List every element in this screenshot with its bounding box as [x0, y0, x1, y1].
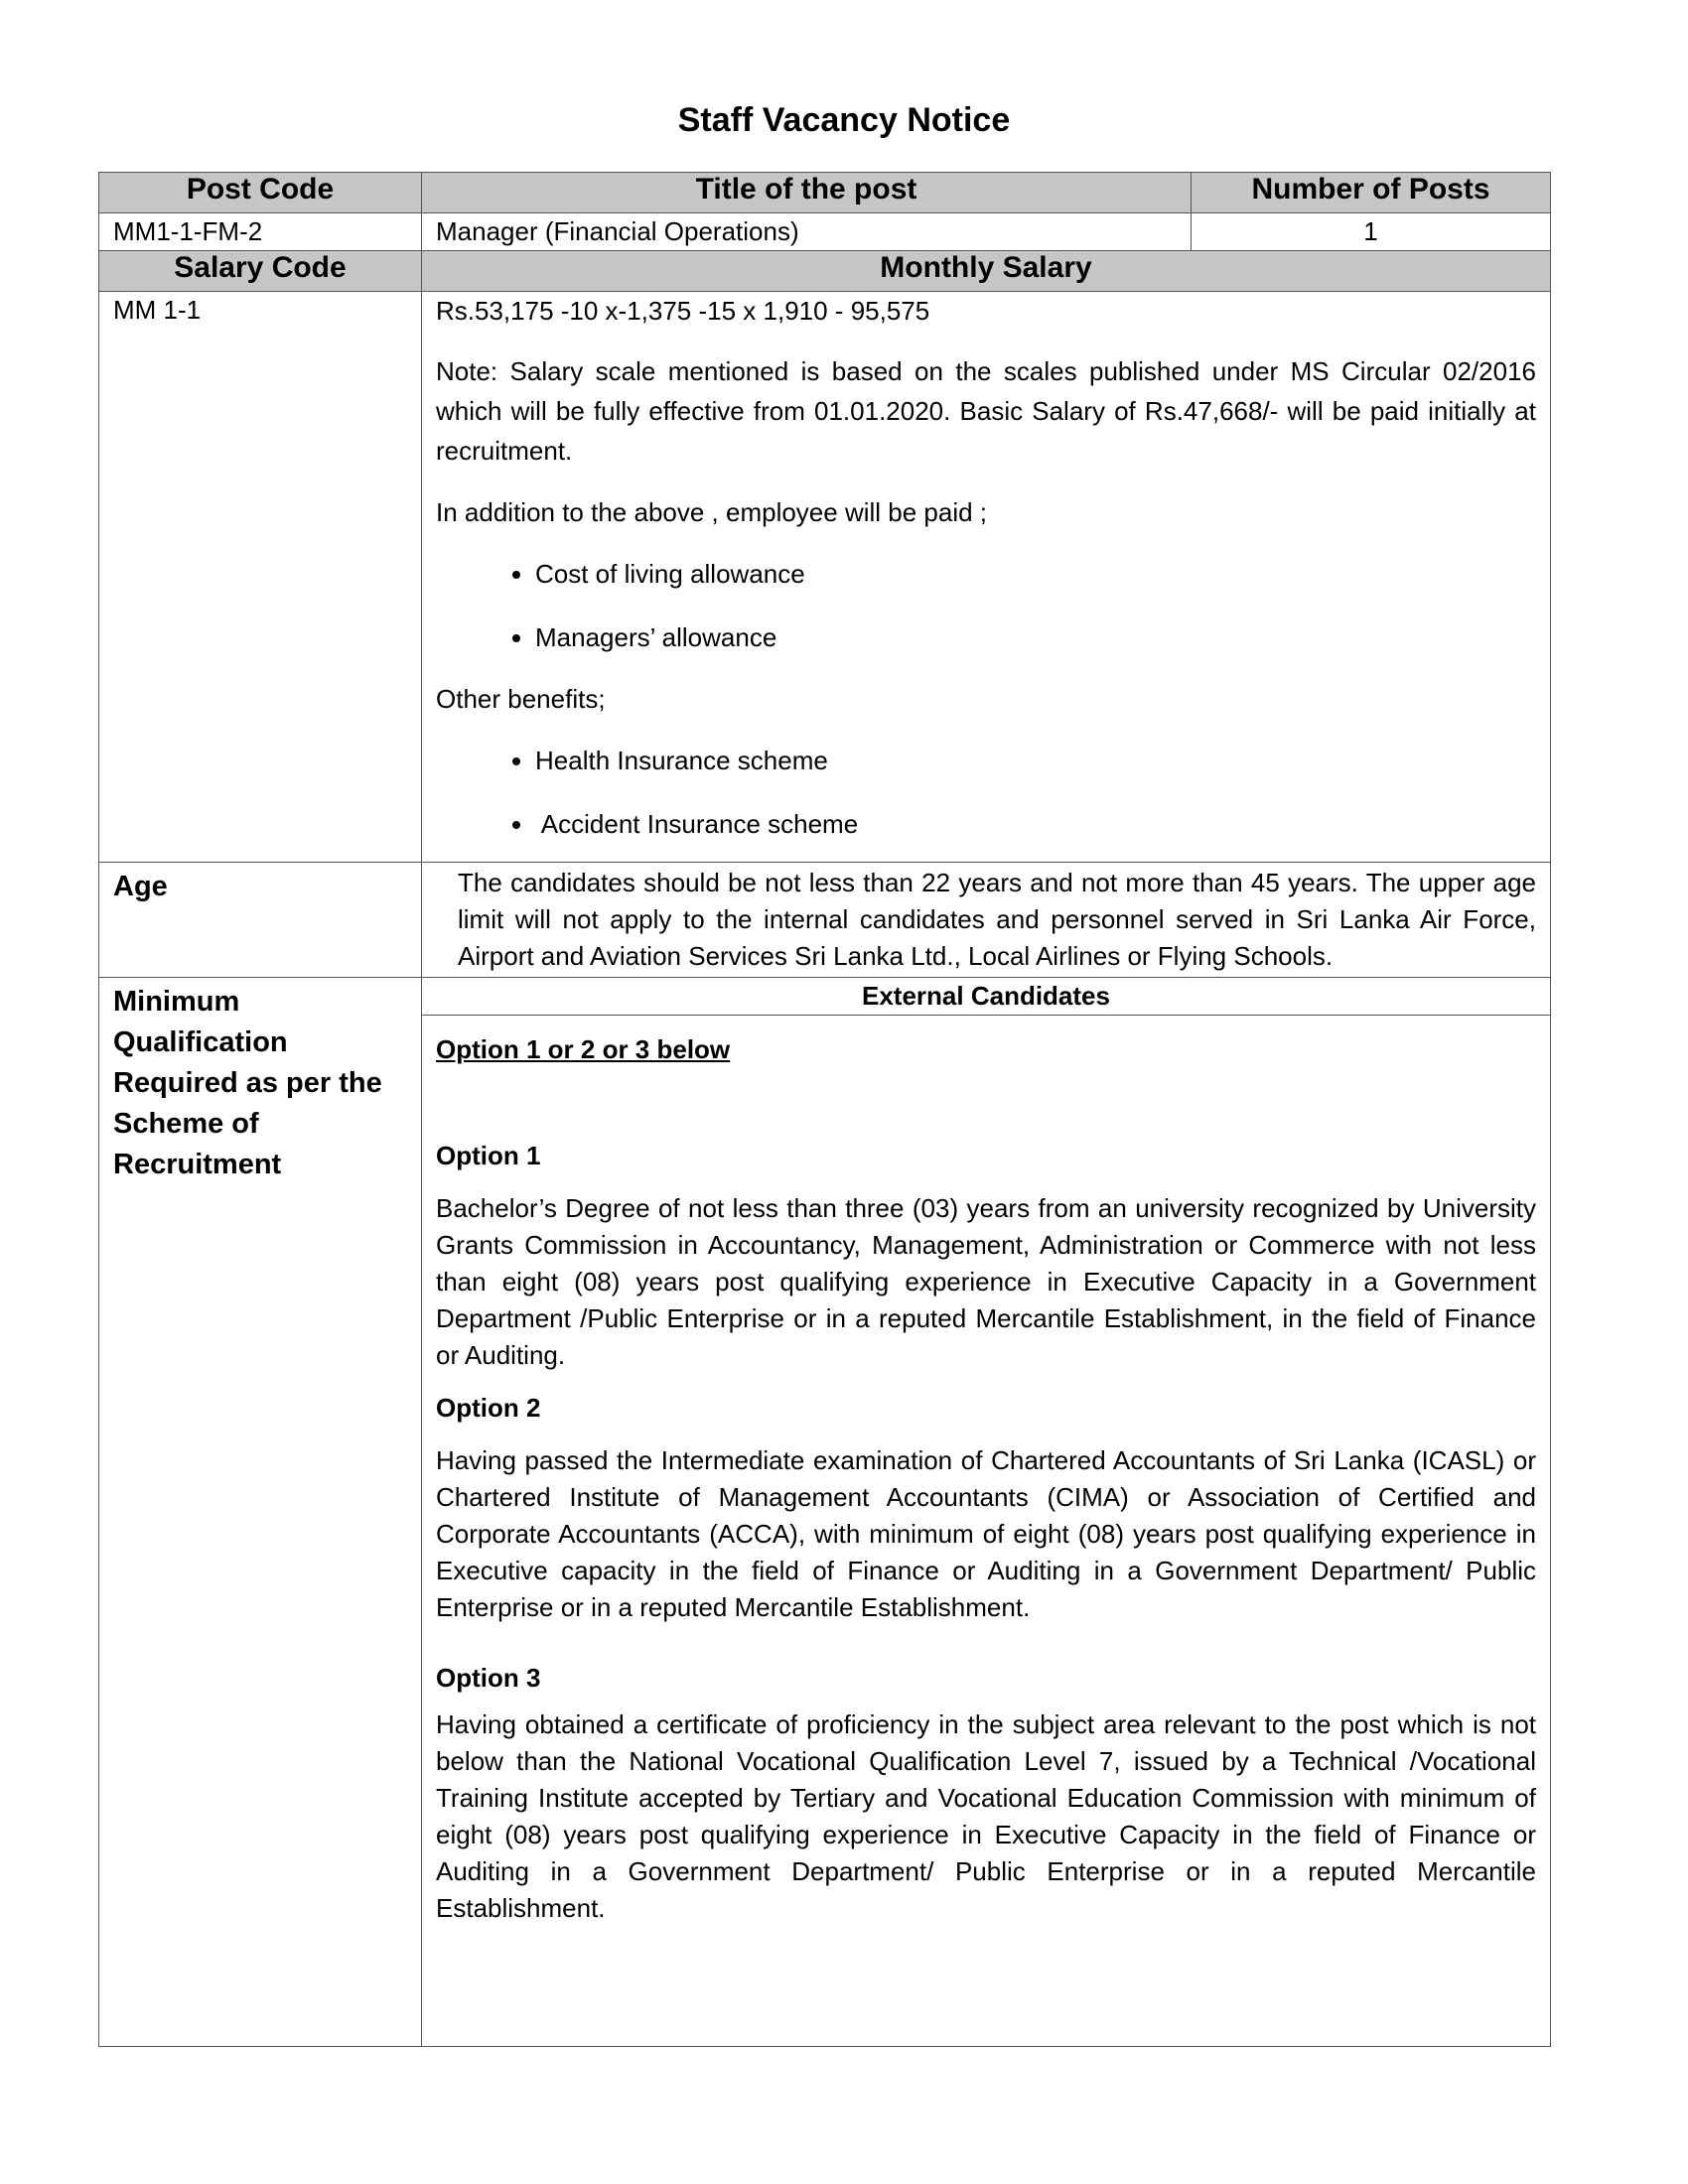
- age-label: Age: [99, 863, 422, 978]
- post-count-value: 1: [1192, 213, 1551, 251]
- addition-intro: In addition to the above , employee will be paid ;: [436, 497, 988, 527]
- benefit-list: [436, 741, 1536, 844]
- post-code-value: MM1-1-FM-2: [99, 213, 422, 251]
- qualification-details: [422, 978, 1551, 2047]
- allowance-list: [436, 554, 1536, 657]
- option-2-title: Option 2: [436, 1393, 541, 1423]
- option-3-text: Having obtained a certificate of proficiency in the subject area relevant to the post which is not below than the National Vocational Qualification Level 7, issued by a Technical /Vocational Training Institute accepted by Tertiary and Vocational Education Commission with minimum of eight (08) years post qualifying experience in Executive Capacity in the field of Finance or Auditing in a Government Department/ Public Enterprise or in a reputed Mercantile Establishment.: [436, 1709, 1536, 1923]
- option-1-title: Option 1: [436, 1141, 541, 1170]
- salary-details: [422, 292, 1551, 863]
- options-intro: Option 1 or 2 or 3 below: [436, 1034, 731, 1064]
- option-2-text: Having passed the Intermediate examination of Chartered Accountants of Sri Lanka (ICASL) or Chartered Institute of Management Accountants (CIMA) or Association of Certified and Corporate Accountants (ACCA), with minimum of eight (08) years post qualifying experience in Executive capacity in the field of Finance or Auditing in a Government Department/ Public Enterprise or in a reputed Mercantile Establishment.: [436, 1445, 1536, 1622]
- post-title-value: Manager (Financial Operations): [422, 213, 1192, 251]
- post-row: [99, 213, 1551, 251]
- monthly-salary-header: Monthly Salary: [422, 251, 1551, 292]
- salary-code-value: MM 1-1: [99, 292, 422, 863]
- age-row: [99, 863, 1551, 978]
- qualification-label: Minimum Qualification Required as per the Scheme of Recruitment: [99, 978, 422, 2047]
- external-candidates-header: External Candidates: [422, 978, 1550, 1016]
- option-1-text: Bachelor’s Degree of not less than three (03) years from an university recognized by University Grants Commission in Accountancy, Management, Administration or Commerce with not less than eight (08) years post qualifying experience in Executive Capacity in a Government Department /Public Enterprise or in a reputed Mercantile Establishment, in the field of Finance or Auditing.: [436, 1193, 1536, 1370]
- salary-scale: Rs.53,175 -10 x-1,375 -15 x 1,910 - 95,575: [436, 296, 930, 326]
- vacancy-table: [98, 172, 1551, 2047]
- salary-note: Note: Salary scale mentioned is based on the scales published under MS Circular 02/2016 which will be fully effective from 01.01.2020. Basic Salary of Rs.47,668/- will be paid initially at recruitment.: [436, 356, 1536, 466]
- number-of-posts-header: Number of Posts: [1192, 173, 1551, 213]
- list-item: • Cost of living allowance: [535, 554, 1536, 594]
- list-item: • Accident Insurance scheme: [535, 804, 1536, 844]
- age-requirement: The candidates should be not less than 22 years and not more than 45 years. The upper age limit will not apply to the internal candidates and personnel served in Sri Lanka Air Force, Airport and Aviation Services Sri Lanka Ltd., Local Airlines or Flying Schools.: [422, 863, 1551, 978]
- qualification-row: [99, 978, 1551, 2047]
- salary-code-header: Salary Code: [99, 251, 422, 292]
- post-code-header: Post Code: [99, 173, 422, 213]
- other-benefits-intro: Other benefits;: [436, 684, 606, 714]
- option-3-title: Option 3: [436, 1663, 541, 1693]
- salary-row: [99, 292, 1551, 863]
- post-title-header: Title of the post: [422, 173, 1192, 213]
- page-title: Staff Vacancy Notice: [677, 101, 1011, 139]
- list-item: • Health Insurance scheme: [535, 741, 1536, 780]
- salary-header-row: [99, 251, 1551, 292]
- post-header-row: [99, 173, 1551, 213]
- list-item: • Managers’ allowance: [535, 617, 1536, 657]
